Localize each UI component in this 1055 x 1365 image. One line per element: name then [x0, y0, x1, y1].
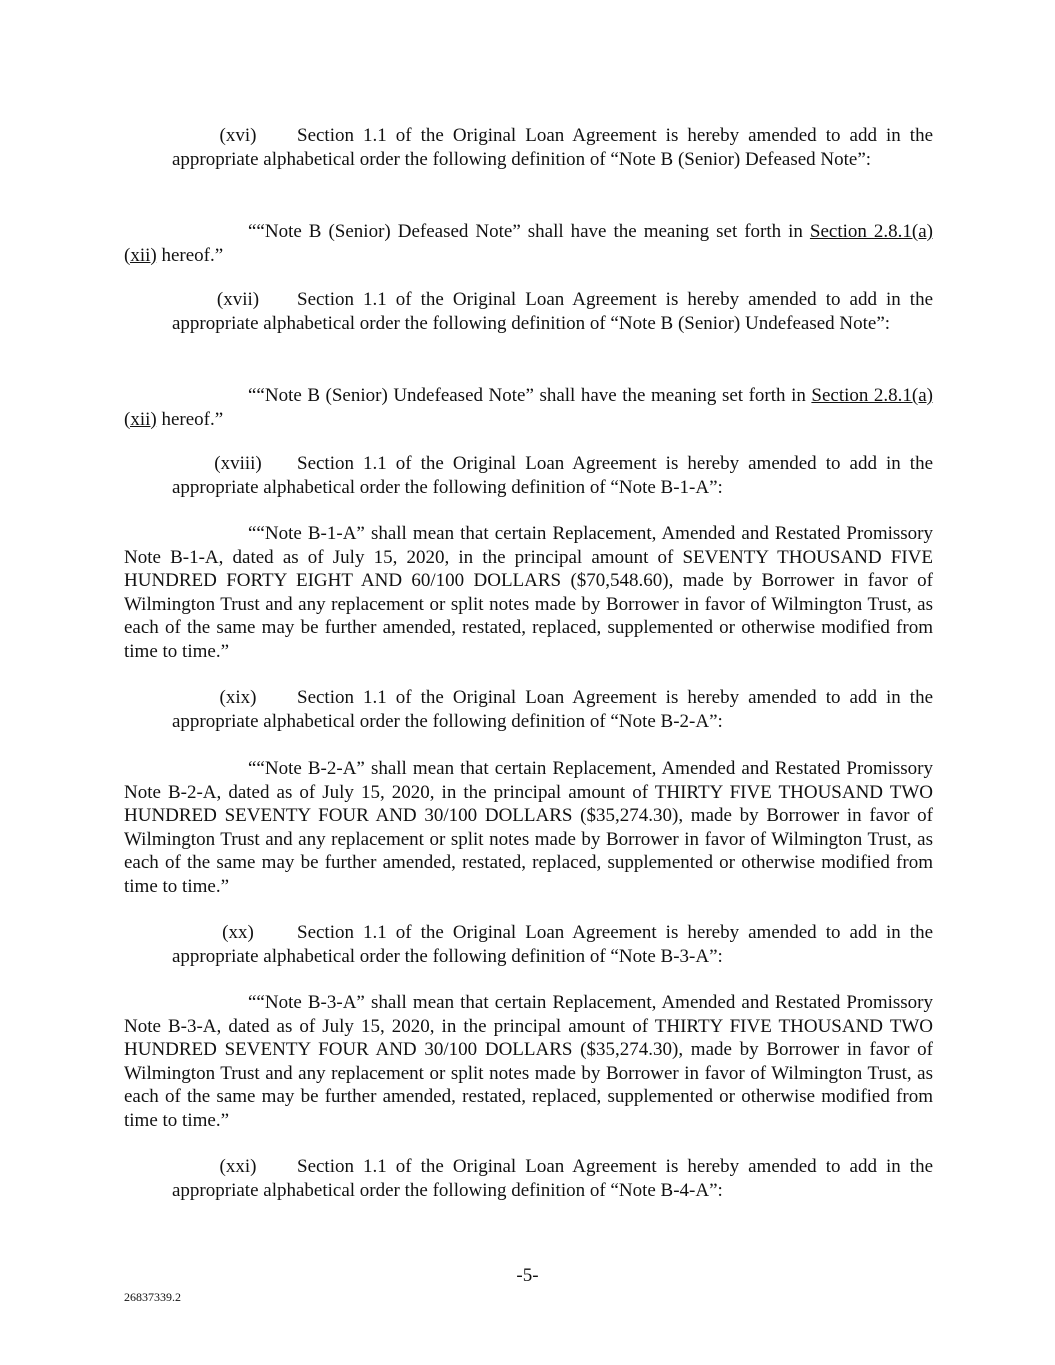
item-number: (xviii)	[214, 453, 262, 474]
amendment-first-line: Section 1.1 of the Original Loan Agreement is hereby amended to add in the	[297, 1156, 933, 1177]
item-number: (xvi)	[219, 125, 257, 146]
item-number: (xix)	[219, 687, 257, 708]
amendment-xvi	[172, 124, 933, 171]
item-number: (xx)	[222, 922, 254, 943]
definition-note-b-senior-undefeased	[124, 384, 933, 431]
amendment-first-line: Section 1.1 of the Original Loan Agreement is hereby amended to add in the	[297, 687, 933, 708]
definition-note-b-3-a: ““Note B-3-A” shall mean that certain Replacement, Amended and Restated Promissory Note B-3-A, dated as of July 15, 2020, in the principal amount of THIRTY FIVE THOUSAND TWO HUNDRED SEVENTY FOUR AND 30/100 DOLLARS ($35,274.30), made by Borrower in favor of Wilmington Trust and any replacement or split notes made by Borrower in favor of Wilmington Trust, as each of the same may be further amended, restated, replaced, supplemented or otherwise modified from time to time.”	[124, 992, 933, 1131]
definition-text: ““Note B (Senior) Undefeased Note” shall have the meaning set forth in	[248, 385, 812, 406]
amendment-xxi	[172, 1155, 933, 1202]
definition-tail: hereof.”	[156, 244, 224, 266]
section-reference: Section 2.8.1(a)(xii)	[124, 221, 933, 266]
amendment-first-line: Section 1.1 of the Original Loan Agreement is hereby amended to add in the	[297, 922, 933, 943]
page-number: -5-	[516, 1265, 539, 1286]
amendment-text: appropriate alphabetical order the following definition of “Note B (Senior) Undefeased Note”:	[172, 312, 891, 334]
definition-note-b-1-a: ““Note B-1-A” shall mean that certain Replacement, Amended and Restated Promissory Note B-1-A, dated as of July 15, 2020, in the principal amount of SEVENTY THOUSAND FIVE HUNDRED FORTY EIGHT AND 60/100 DOLLARS ($70,548.60), made by Borrower in favor of Wilmington Trust and any replacement or split notes made by Borrower in favor of Wilmington Trust, as each of the same may be further amended, restated, replaced, supplemented or otherwise modified from time to time.”	[124, 523, 933, 662]
amendment-first-line: Section 1.1 of the Original Loan Agreement is hereby amended to add in the	[297, 453, 933, 474]
definition-text: ““Note B (Senior) Defeased Note” shall have the meaning set forth in	[248, 221, 810, 242]
amendment-xx	[172, 921, 933, 968]
amendment-text: appropriate alphabetical order the following definition of “Note B-2-A”:	[172, 710, 723, 732]
item-number: (xxi)	[219, 1156, 257, 1177]
amendment-xix	[172, 686, 933, 733]
item-number: (xvii)	[216, 289, 260, 310]
amendment-first-line: Section 1.1 of the Original Loan Agreement is hereby amended to add in the	[297, 125, 933, 146]
definition-tail: hereof.”	[156, 408, 224, 430]
amendment-text: appropriate alphabetical order the following definition of “Note B-4-A”:	[172, 1179, 723, 1201]
section-reference: Section 2.8.1(a)(xii)	[124, 385, 934, 430]
amendment-first-line: Section 1.1 of the Original Loan Agreement is hereby amended to add in the	[297, 289, 933, 310]
amendment-xvii	[172, 288, 933, 335]
amendment-xviii	[172, 452, 933, 499]
document-id: 26837339.2	[124, 1290, 181, 1304]
amendment-text: appropriate alphabetical order the following definition of “Note B-1-A”:	[172, 476, 723, 498]
definition-note-b-2-a: ““Note B-2-A” shall mean that certain Replacement, Amended and Restated Promissory Note B-2-A, dated as of July 15, 2020, in the principal amount of THIRTY FIVE THOUSAND TWO HUNDRED SEVENTY FOUR AND 30/100 DOLLARS ($35,274.30), made by Borrower in favor of Wilmington Trust and any replacement or split notes made by Borrower in favor of Wilmington Trust, as each of the same may be further amended, restated, replaced, supplemented or otherwise modified from time to time.”	[124, 758, 933, 897]
amendment-text: appropriate alphabetical order the following definition of “Note B-3-A”:	[172, 945, 723, 967]
amendment-text: appropriate alphabetical order the following definition of “Note B (Senior) Defeased Note”:	[172, 148, 872, 170]
definition-note-b-senior-defeased	[124, 220, 933, 267]
